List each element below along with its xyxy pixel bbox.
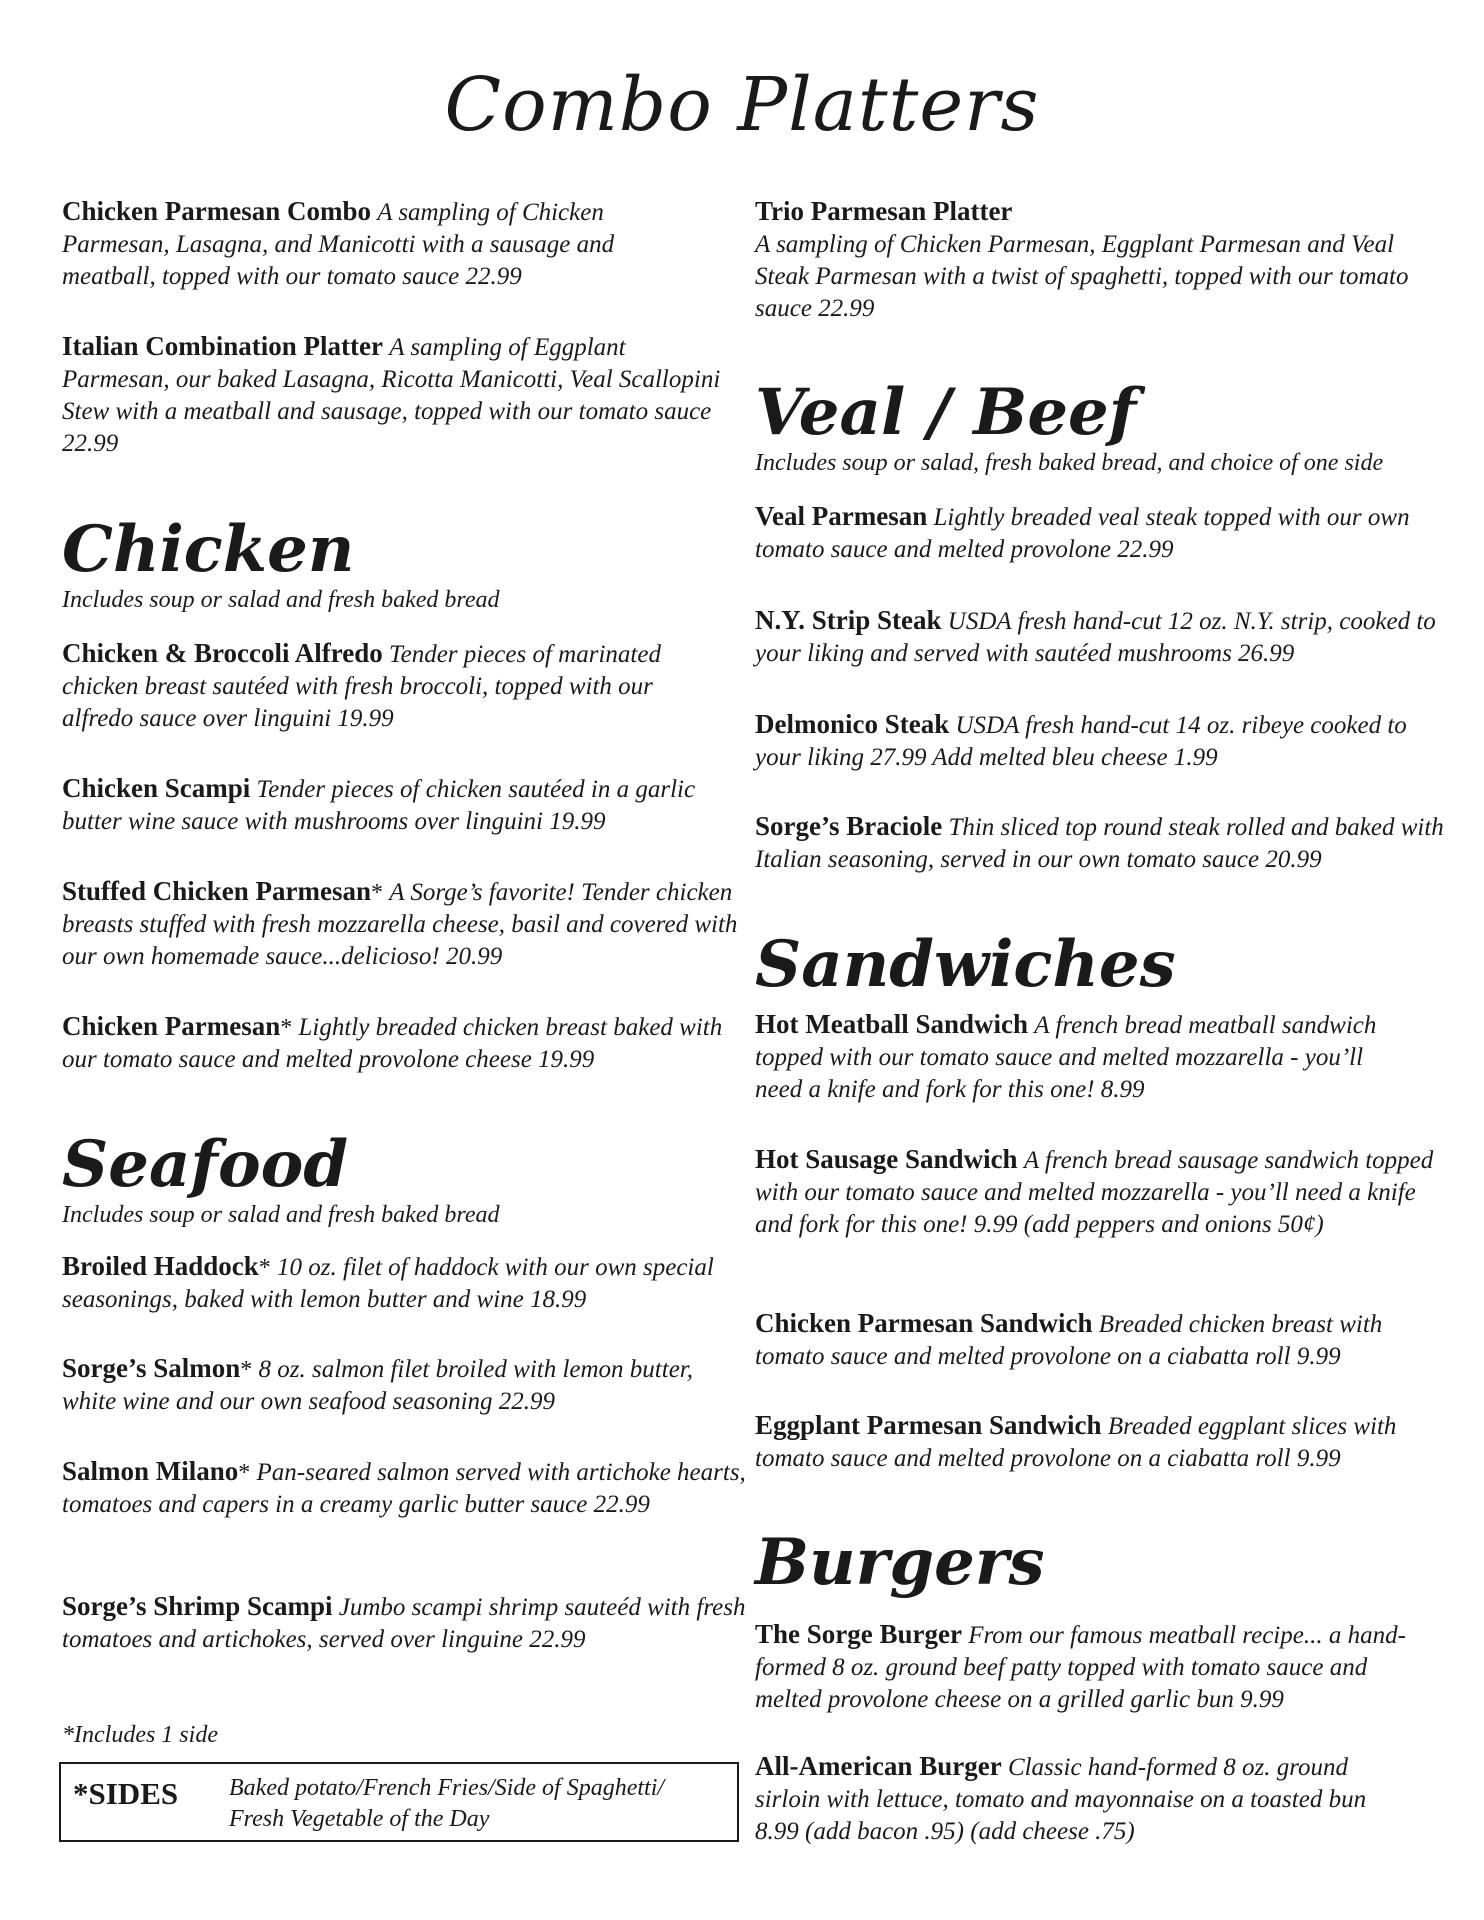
sides-box bbox=[59, 1762, 739, 1842]
menu-item bbox=[62, 875, 742, 973]
item-description: Tender pieces of chicken sautéed in a garlic butter wine sauce with mushrooms over linguini 19.99 bbox=[62, 776, 696, 835]
veal-beef-section bbox=[755, 375, 1445, 486]
menu-item bbox=[755, 1409, 1435, 1475]
section-title: Sandwiches bbox=[755, 927, 1176, 1002]
menu-item bbox=[755, 1750, 1415, 1848]
item-name: Chicken Scampi bbox=[62, 773, 251, 803]
item-description: Jumbo scampi shrimp sauteéd with fresh tomatoes and artichokes, served over linguine 22.99 bbox=[62, 1594, 746, 1653]
item-description: A sampling of Eggplant Parmesan, our baked Lasagna, Ricotta Manicotti, Veal Scallopini Stew with a meatball and sausage, topped with our tomato sauce 22.99 bbox=[62, 334, 721, 457]
sandwiches-section bbox=[755, 927, 1445, 1002]
item-description: A french bread sausage sandwich topped with our tomato sauce and melted mozzarella - you’ll need a knife and fork for this one! 9.99 (add peppers and onions 50¢) bbox=[755, 1147, 1434, 1238]
side-footnote: *Includes 1 side bbox=[62, 1722, 218, 1748]
item-name: Eggplant Parmesan Sandwich bbox=[755, 1410, 1102, 1440]
item-description: 10 oz. filet of haddock with our own special seasonings, baked with lemon butter and wine 18.99 bbox=[62, 1254, 714, 1313]
item-description: Pan-seared salmon served with artichoke hearts, tomatoes and capers in a creamy garlic butter sauce 22.99 bbox=[62, 1459, 746, 1518]
item-name: Italian Combination Platter bbox=[62, 331, 383, 361]
section-title: Seafood bbox=[62, 1127, 349, 1202]
item-name: Delmonico Steak bbox=[755, 709, 950, 739]
item-name: Veal Parmesan bbox=[755, 501, 928, 531]
item-description: 8 oz. salmon filet broiled with lemon butter, white wine and our own seafood seasoning 22.99 bbox=[62, 1356, 694, 1415]
menu-item bbox=[755, 1143, 1435, 1241]
chicken-section bbox=[62, 512, 742, 623]
side-asterisk: * bbox=[238, 1460, 251, 1486]
menu-item bbox=[755, 195, 1435, 325]
item-name: Trio Parmesan Platter bbox=[755, 196, 1013, 226]
item-name: Sorge’s Salmon bbox=[62, 1353, 241, 1383]
side-asterisk: * bbox=[280, 1015, 293, 1041]
menu-item bbox=[62, 772, 742, 838]
item-name: Hot Meatball Sandwich bbox=[755, 1009, 1029, 1039]
item-name: All-American Burger bbox=[755, 1751, 1002, 1781]
item-description: Lightly breaded chicken breast baked with our tomato sauce and melted provolone cheese 19.99 bbox=[62, 1014, 723, 1073]
item-description: A french bread meatball sandwich topped with our tomato sauce and melted mozzarella - you’ll need a knife and fork for this one! 8.99 bbox=[755, 1012, 1377, 1103]
item-name: Salmon Milano bbox=[62, 1456, 239, 1486]
item-name: Sorge’s Shrimp Scampi bbox=[62, 1591, 333, 1621]
sides-label: *SIDES bbox=[73, 1776, 179, 1811]
section-title: Chicken bbox=[62, 512, 355, 587]
side-asterisk: * bbox=[371, 880, 383, 906]
item-description: From our famous meatball recipe... a hand-formed 8 oz. ground beef patty topped with tomato sauce and melted provolone cheese on a grilled garlic bun 9.99 bbox=[755, 1622, 1406, 1713]
seafood-section bbox=[62, 1127, 742, 1238]
item-description: A sampling of Chicken Parmesan, Eggplant Parmesan and Veal Steak Parmesan with a twist of spaghetti, topped with our tomato sauce 22.99 bbox=[755, 231, 1409, 322]
item-description: Thin sliced top round steak rolled and baked with Italian seasoning, served in our own tomato sauce 20.99 bbox=[755, 814, 1444, 873]
item-name: Chicken Parmesan Sandwich bbox=[755, 1308, 1093, 1338]
item-description: USDA fresh hand-cut 12 oz. N.Y. strip, cooked to your liking and served with sautéed mushrooms 26.99 bbox=[755, 608, 1436, 667]
item-description: Breaded eggplant slices with tomato sauce and melted provolone on a ciabatta roll 9.99 bbox=[755, 1413, 1397, 1472]
menu-item bbox=[755, 708, 1415, 774]
page-title: Combo Platters bbox=[444, 62, 1040, 148]
item-description: USDA fresh hand-cut 14 oz. ribeye cooked to your liking 27.99 Add melted bleu cheese 1.99 bbox=[755, 712, 1407, 771]
sides-text: Baked potato/French Fries/Side of Spaghetti/ Fresh Vegetable of the Day bbox=[229, 1775, 665, 1832]
item-name: The Sorge Burger bbox=[755, 1619, 962, 1649]
item-name: Chicken Parmesan Combo bbox=[62, 196, 371, 226]
menu-item bbox=[755, 1618, 1435, 1716]
item-name: Chicken Parmesan bbox=[62, 1011, 281, 1041]
menu-item bbox=[62, 1352, 712, 1418]
section-title: Burgers bbox=[755, 1525, 1045, 1600]
menu-item bbox=[62, 1455, 752, 1521]
menu-item bbox=[755, 810, 1445, 876]
menu-item bbox=[62, 1590, 752, 1656]
item-description: Lightly breaded veal steak topped with our own tomato sauce and melted provolone 22.99 bbox=[755, 504, 1410, 563]
item-name: Stuffed Chicken Parmesan bbox=[62, 876, 371, 906]
item-description: A sampling of Chicken Parmesan, Lasagna, and Manicotti with a sausage and meatball, topped with our tomato sauce 22.99 bbox=[62, 199, 615, 290]
item-name: N.Y. Strip Steak bbox=[755, 605, 942, 635]
menu-item bbox=[62, 330, 722, 460]
menu-item bbox=[62, 195, 682, 293]
section-note: Includes soup or salad and fresh baked bread bbox=[62, 587, 500, 613]
section-title: Veal / Beef bbox=[755, 375, 1137, 450]
item-name: Sorge’s Braciole bbox=[755, 811, 943, 841]
side-asterisk: * bbox=[240, 1357, 253, 1383]
side-asterisk: * bbox=[258, 1255, 271, 1281]
menu-item bbox=[755, 500, 1415, 566]
item-description: Tender pieces of marinated chicken breast sautéed with fresh broccoli, topped with our alfredo sauce over linguini 19.99 bbox=[62, 641, 661, 732]
item-name: Hot Sausage Sandwich bbox=[755, 1144, 1018, 1174]
section-note: Includes soup or salad and fresh baked bread bbox=[62, 1202, 500, 1228]
menu-item bbox=[62, 1250, 722, 1316]
item-description: A Sorge’s favorite! Tender chicken breasts stuffed with fresh mozzarella cheese, basil and covered with our own homemade sauce...delicioso! 20.99 bbox=[62, 879, 738, 970]
menu-item bbox=[62, 1010, 742, 1076]
menu-item bbox=[755, 1307, 1435, 1373]
item-description: Classic hand-formed 8 oz. ground sirloin with lettuce, tomato and mayonnaise on a toasted bun 8.99 (add bacon .95) (add cheese .75) bbox=[755, 1754, 1367, 1845]
item-name: Chicken & Broccoli Alfredo bbox=[62, 638, 383, 668]
menu-item bbox=[62, 637, 717, 735]
menu-item bbox=[755, 604, 1445, 670]
item-description: Breaded chicken breast with tomato sauce and melted provolone on a ciabatta roll 9.99 bbox=[755, 1311, 1383, 1370]
item-name: Broiled Haddock bbox=[62, 1251, 259, 1281]
section-note: Includes soup or salad, fresh baked bread, and choice of one side bbox=[755, 450, 1384, 476]
menu-item bbox=[755, 1008, 1395, 1106]
burgers-section bbox=[755, 1525, 1445, 1600]
